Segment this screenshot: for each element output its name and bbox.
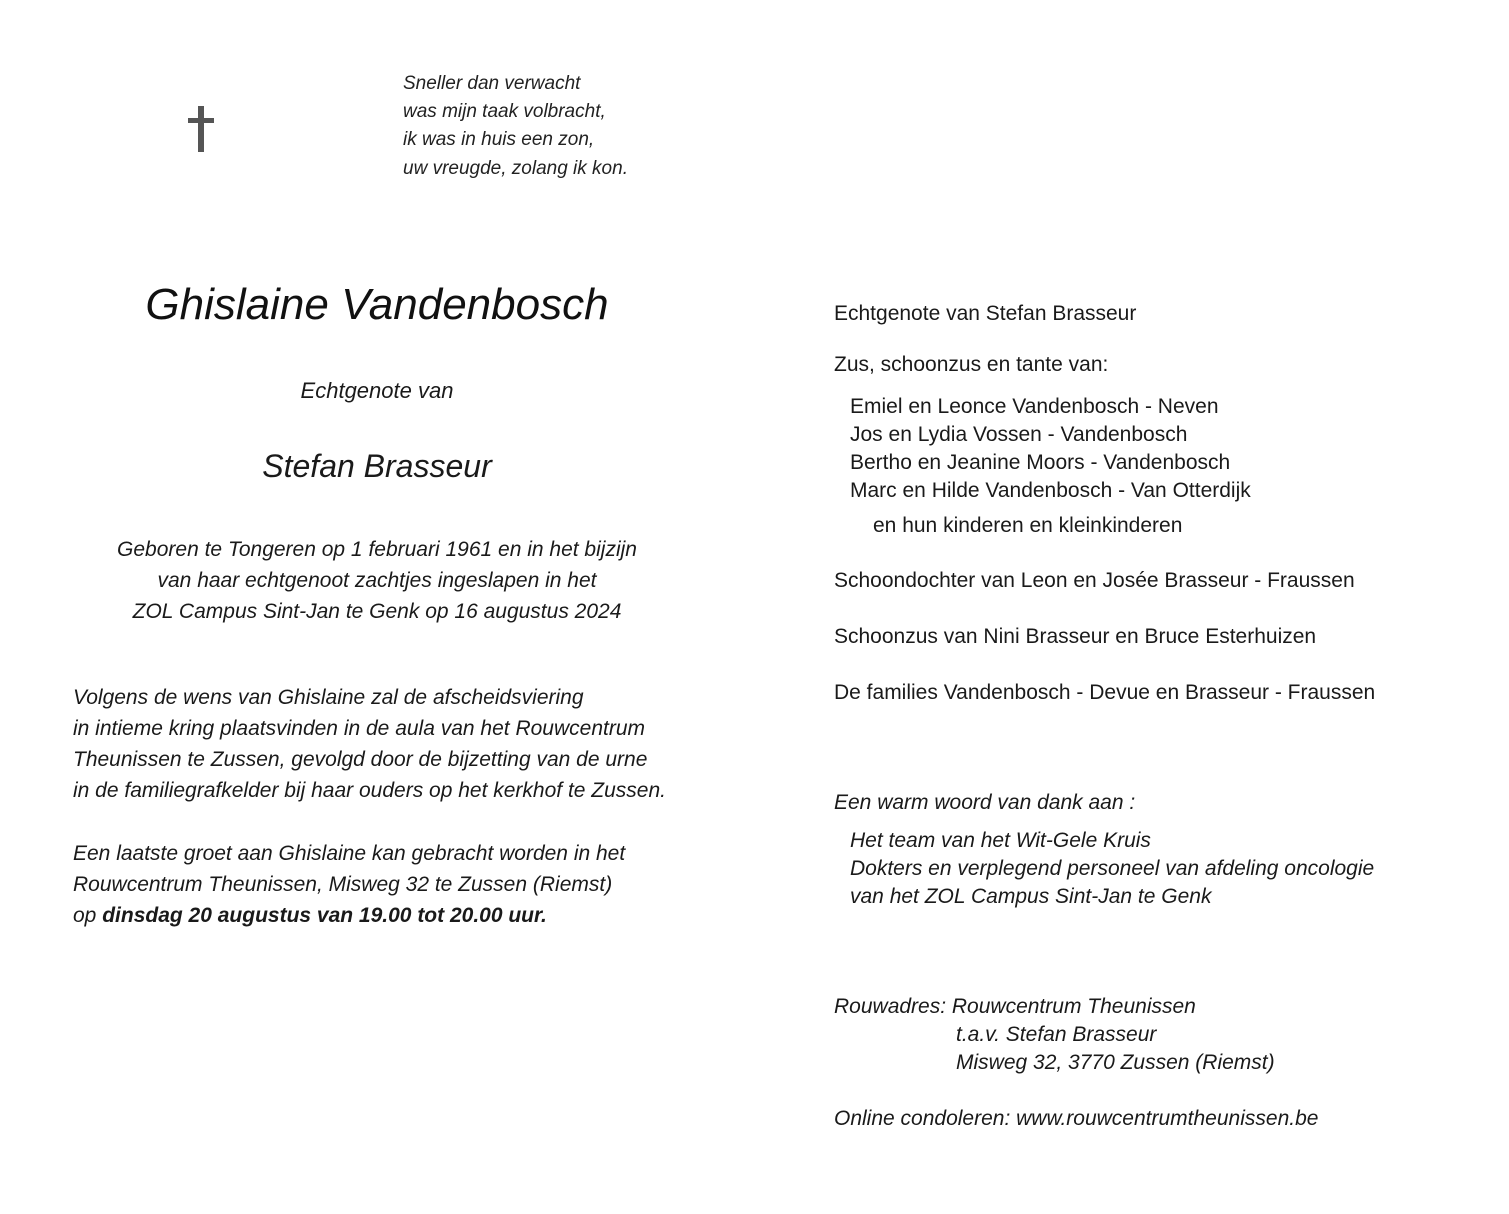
thanks-intro: Een warm woord van dank aan :	[834, 791, 1136, 814]
sibling-item: Emiel en Leonce Vandenbosch - Neven	[850, 395, 1219, 418]
ceremony-line: in de familiegrafkelder bij haar ouders op het kerkhof te Zussen.	[73, 779, 666, 802]
spouse-intro: Echtgenote van	[300, 378, 454, 403]
farewell-line: Rouwcentrum Theunissen, Misweg 32 te Zussen (Riemst)	[73, 873, 613, 896]
cross-icon	[186, 106, 216, 152]
birth-line: ZOL Campus Sint-Jan te Genk op 16 augustus 2024	[132, 600, 622, 623]
families-line: De families Vandenbosch - Devue en Brasseur - Fraussen	[834, 681, 1376, 704]
birth-line: van haar echtgenoot zachtjes ingeslapen in het	[157, 569, 597, 592]
farewell-line: Een laatste groet aan Ghislaine kan gebracht worden in het	[73, 842, 626, 865]
ceremony-line: Volgens de wens van Ghislaine zal de afscheidsviering	[73, 686, 584, 709]
farewell-datetime-line	[73, 904, 547, 928]
ceremony-line: in intieme kring plaatsvinden in de aula van het Rouwcentrum	[73, 717, 645, 740]
sibling-item: Marc en Hilde Vandenbosch - Van Otterdijk	[850, 479, 1251, 502]
address-line: Misweg 32, 3770 Zussen (Riemst)	[956, 1051, 1275, 1074]
address-line: t.a.v. Stefan Brasseur	[956, 1023, 1157, 1046]
poem-line: was mijn taak volbracht,	[403, 101, 606, 122]
daughter-in-law-line: Schoondochter van Leon en Josée Brasseur - Fraussen	[834, 569, 1355, 592]
address-label: Rouwadres: Rouwcentrum Theunissen	[834, 995, 1196, 1018]
poem-line: ik was in huis een zon,	[403, 129, 595, 150]
farewell-prefix: op	[73, 904, 103, 927]
siblings-intro: Zus, schoonzus en tante van:	[834, 353, 1109, 376]
ceremony-line: Theunissen te Zussen, gevolgd door de bijzetting van de urne	[73, 748, 648, 771]
spouse-line: Echtgenote van Stefan Brasseur	[834, 302, 1137, 325]
online-condolence-link[interactable]: Online condoleren: www.rouwcentrumtheunissen.be	[834, 1107, 1319, 1130]
birth-line: Geboren te Tongeren op 1 februari 1961 en in het bijzijn	[117, 538, 637, 561]
children-line: en hun kinderen en kleinkinderen	[873, 514, 1183, 537]
sibling-item: Bertho en Jeanine Moors - Vandenbosch	[850, 451, 1231, 474]
sister-in-law-line: Schoonzus van Nini Brasseur en Bruce Esterhuizen	[834, 625, 1317, 648]
thanks-line: van het ZOL Campus Sint-Jan te Genk	[850, 885, 1212, 908]
sibling-item: Jos en Lydia Vossen - Vandenbosch	[850, 423, 1188, 446]
deceased-name: Ghislaine Vandenbosch	[145, 280, 609, 329]
poem-line: uw vreugde, zolang ik kon.	[403, 158, 628, 179]
poem-line: Sneller dan verwacht	[403, 73, 581, 94]
thanks-line: Dokters en verplegend personeel van afdeling oncologie	[850, 857, 1375, 880]
thanks-line: Het team van het Wit-Gele Kruis	[850, 829, 1151, 852]
spouse-name: Stefan Brasseur	[262, 448, 492, 484]
farewell-datetime: dinsdag 20 augustus van 19.00 tot 20.00 uur.	[102, 904, 547, 927]
